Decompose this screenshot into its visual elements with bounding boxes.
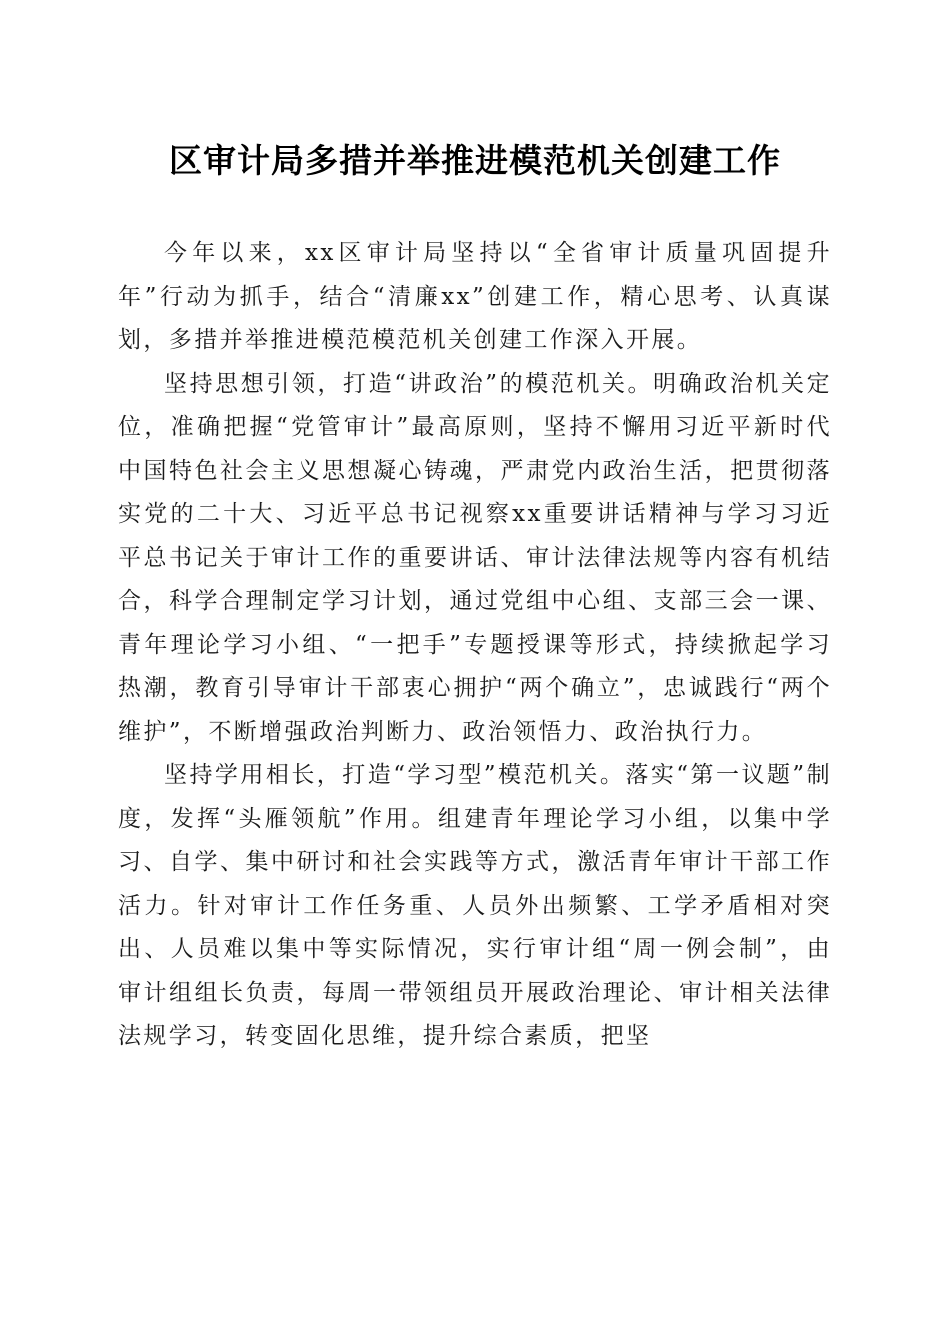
paragraph-learning-organization: 坚持学用相长，打造“学习型”模范机关。落实“第一议题”制度，发挥“头雁领航”作用。组建青年理论学习小组，以集中学习、自学、集中研讨和社会实践等方式，激活青年审计干部工作活力。针对审计工作任务重、人员外出频繁、工学矛盾相对突出、人员难以集中等实际情况，实行审计组“周一例会制”，由审计组组长负责，每周一带领组员开展政治理论、审计相关法律法规学习，转变固化思维，提升综合素质，把坚: [118, 762, 832, 1049]
document-body: [118, 232, 832, 1059]
paragraph-intro: 今年以来，xx区审计局坚持以“全省审计质量巩固提升年”行动为抓手，结合“清廉xx”创建工作，精心思考、认真谋划，多措并举推进模范模范机关创建工作深入开展。: [118, 240, 832, 353]
document-title: 区审计局多措并举推进模范机关创建工作: [169, 141, 781, 180]
paragraph-political-guidance: 坚持思想引领，打造“讲政治”的模范机关。明确政治机关定位，准确把握“党管审计”最高原则，坚持不懈用习近平新时代中国特色社会主义思想凝心铸魂，严肃党内政治生活，把贯彻落实党的二十大、习近平总书记视察xx重要讲话精神与学习习近平总书记关于审计工作的重要讲话、审计法律法规等内容有机结合，科学合理制定学习计划，通过党组中心组、支部三会一课、青年理论学习小组、“一把手”专题授课等形式，持续掀起学习热潮，教育引导审计干部衷心拥护“两个确立”，忠诚践行“两个维护”，不断增强政治判断力、政治领悟力、政治执行力。: [118, 370, 832, 745]
